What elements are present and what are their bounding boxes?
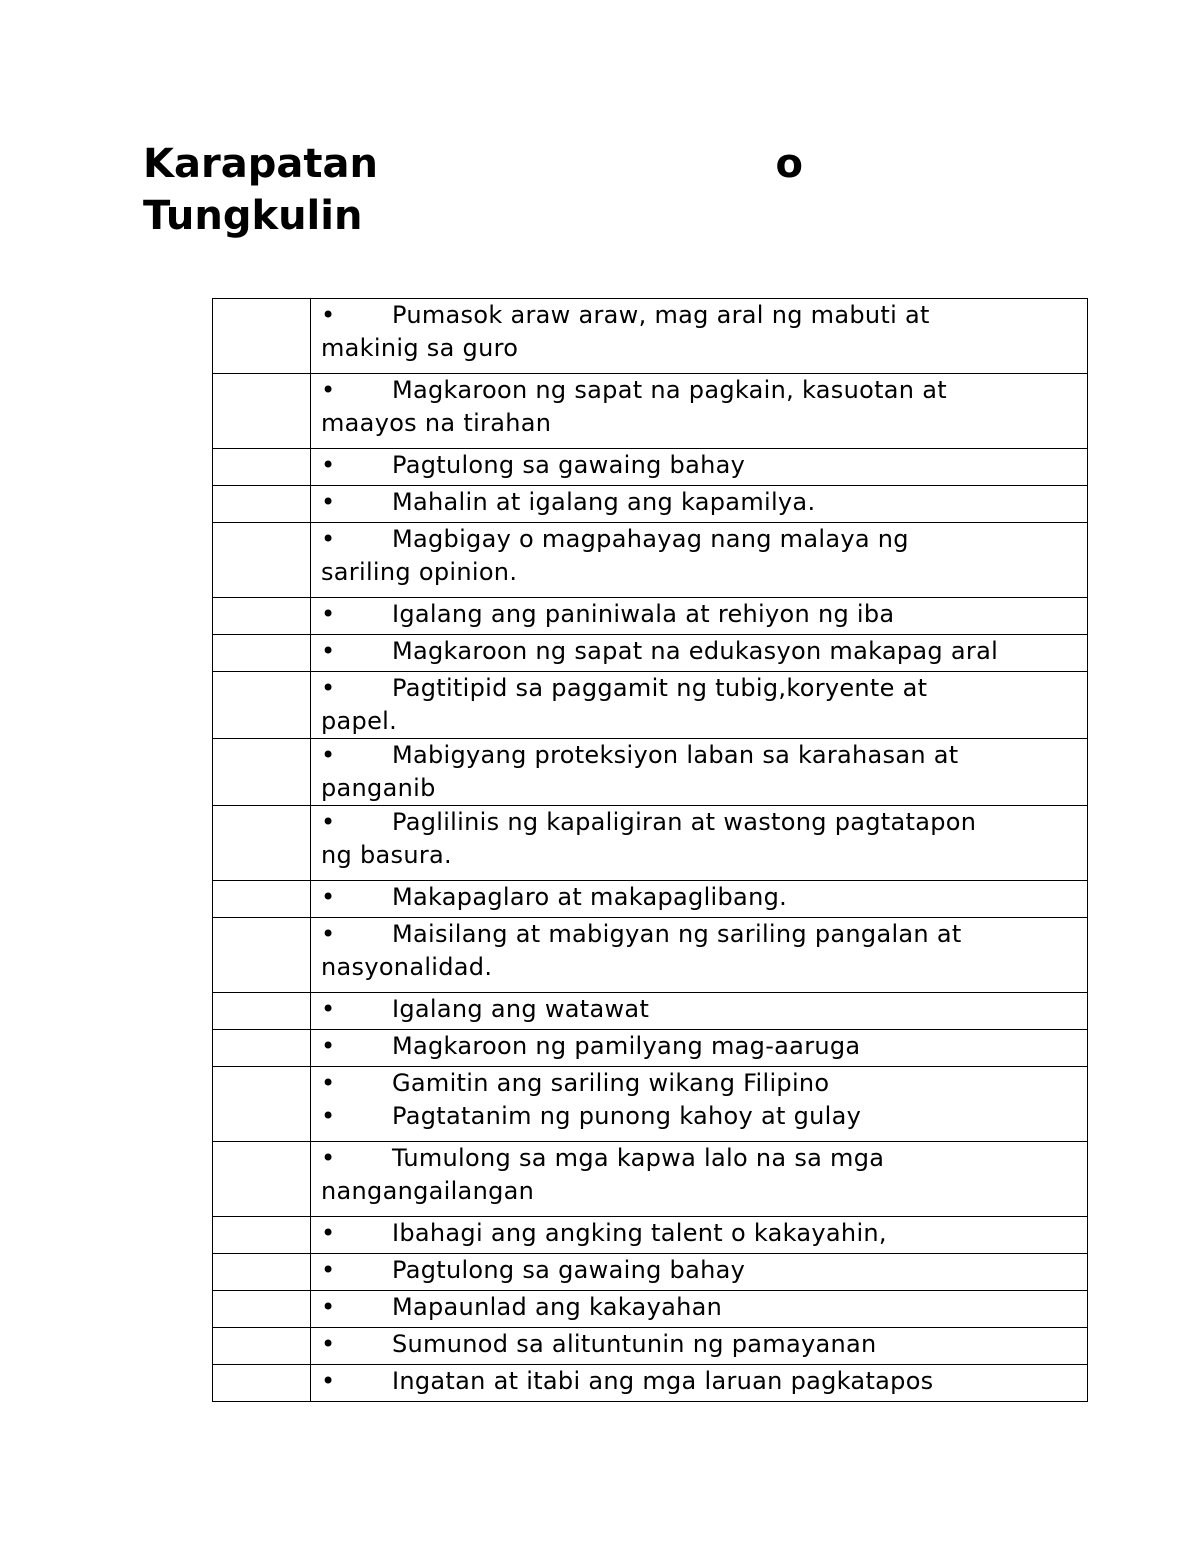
table-row	[213, 1328, 1088, 1365]
title-line-1	[143, 138, 803, 190]
table-row	[213, 1365, 1088, 1402]
item-cell	[311, 598, 1088, 635]
title-word-o: o	[775, 141, 803, 187]
title-word-karapatan: Karapatan	[143, 141, 378, 187]
item-cell	[311, 523, 1088, 598]
item-cell	[311, 1365, 1088, 1402]
item-text: papel.	[321, 707, 398, 735]
answer-cell[interactable]	[213, 806, 311, 881]
item-text: nangangailangan	[321, 1177, 535, 1205]
item-cell	[311, 1217, 1088, 1254]
table-row	[213, 1254, 1088, 1291]
bullet-icon: •	[321, 600, 336, 628]
answer-cell[interactable]	[213, 1142, 311, 1217]
item-cell	[311, 1328, 1088, 1365]
answer-cell[interactable]	[213, 1365, 311, 1402]
bullet-icon: •	[321, 525, 336, 553]
answer-cell[interactable]	[213, 374, 311, 449]
item-text: Mahalin at igalang ang kapamilya.	[392, 488, 816, 516]
bullet-icon: •	[321, 301, 336, 329]
table-row	[213, 1217, 1088, 1254]
table-row	[213, 635, 1088, 672]
item-cell	[311, 918, 1088, 993]
answer-cell[interactable]	[213, 1328, 311, 1365]
item-cell	[311, 449, 1088, 486]
bullet-icon: •	[321, 995, 336, 1023]
bullet-icon: •	[321, 376, 336, 404]
answer-cell[interactable]	[213, 299, 311, 374]
item-text: Sumunod sa alituntunin ng pamayanan	[392, 1330, 877, 1358]
item-cell	[311, 635, 1088, 672]
item-cell	[311, 672, 1088, 739]
bullet-icon: •	[321, 674, 336, 702]
bullet-icon: •	[321, 1102, 336, 1130]
title-word-tungkulin: Tungkulin	[143, 193, 363, 239]
item-cell	[311, 739, 1088, 806]
answer-cell[interactable]	[213, 1067, 311, 1142]
item-text: panganib	[321, 774, 436, 802]
table-row	[213, 1067, 1088, 1142]
item-text: Magbigay o magpahayag nang malaya ng	[392, 525, 909, 553]
item-text: nasyonalidad.	[321, 953, 493, 981]
bullet-icon: •	[321, 883, 336, 911]
bullet-icon: •	[321, 488, 336, 516]
item-text: Pagtulong sa gawaing bahay	[392, 1256, 746, 1284]
bullet-icon: •	[321, 920, 336, 948]
item-text: Igalang ang paniniwala at rehiyon ng iba	[392, 600, 895, 628]
answer-cell[interactable]	[213, 881, 311, 918]
table-row	[213, 881, 1088, 918]
bullet-icon: •	[321, 637, 336, 665]
item-text: Magkaroon ng pamilyang mag-aaruga	[392, 1032, 861, 1060]
item-cell	[311, 806, 1088, 881]
table-row	[213, 806, 1088, 881]
item-cell	[311, 1067, 1088, 1142]
item-text: Ingatan at itabi ang mga laruan pagkatapos	[392, 1367, 934, 1395]
item-text: Paglilinis ng kapaligiran at wastong pagtatapon	[392, 808, 977, 836]
item-text: Pagtitipid sa paggamit ng tubig,koryente at	[392, 674, 928, 702]
bullet-icon: •	[321, 1219, 336, 1247]
item-text: Ibahagi ang angking talent o kakayahin,	[392, 1219, 887, 1247]
item-cell	[311, 1142, 1088, 1217]
table-row	[213, 523, 1088, 598]
item-text: Maisilang at mabigyan ng sariling pangalan at	[392, 920, 962, 948]
table-row	[213, 739, 1088, 806]
item-cell	[311, 1030, 1088, 1067]
item-text: Gamitin ang sariling wikang Filipino	[392, 1069, 830, 1097]
table-row	[213, 449, 1088, 486]
bullet-icon: •	[321, 1256, 336, 1284]
item-text: Tumulong sa mga kapwa lalo na sa mga	[392, 1144, 885, 1172]
answer-cell[interactable]	[213, 523, 311, 598]
item-cell	[311, 299, 1088, 374]
item-text: Pagtatanim ng punong kahoy at gulay	[392, 1102, 862, 1130]
item-text: Mabigyang proteksiyon laban sa karahasan at	[392, 741, 959, 769]
answer-cell[interactable]	[213, 1291, 311, 1328]
table-row	[213, 918, 1088, 993]
table-row	[213, 598, 1088, 635]
bullet-icon: •	[321, 1330, 336, 1358]
item-text: Magkaroon ng sapat na pagkain, kasuotan at	[392, 376, 947, 404]
bullet-icon: •	[321, 451, 336, 479]
answer-cell[interactable]	[213, 1217, 311, 1254]
table-row	[213, 486, 1088, 523]
item-text: Pumasok araw araw, mag aral ng mabuti at	[392, 301, 930, 329]
table-row	[213, 1291, 1088, 1328]
answer-cell[interactable]	[213, 1254, 311, 1291]
item-text: makinig sa guro	[321, 334, 519, 362]
answer-cell[interactable]	[213, 449, 311, 486]
bullet-icon: •	[321, 741, 336, 769]
item-cell	[311, 486, 1088, 523]
answer-cell[interactable]	[213, 598, 311, 635]
table-row	[213, 993, 1088, 1030]
bullet-icon: •	[321, 1144, 336, 1172]
table-row	[213, 672, 1088, 739]
table-row	[213, 374, 1088, 449]
item-text: Makapaglaro at makapaglibang.	[392, 883, 788, 911]
document-title	[143, 138, 803, 242]
table-row	[213, 1030, 1088, 1067]
item-text: sariling opinion.	[321, 558, 518, 586]
item-text: Magkaroon ng sapat na edukasyon makapag aral	[392, 637, 999, 665]
item-cell	[311, 881, 1088, 918]
item-text: ng basura.	[321, 841, 452, 869]
bullet-icon: •	[321, 1069, 336, 1097]
answer-cell[interactable]	[213, 486, 311, 523]
item-text: Pagtulong sa gawaing bahay	[392, 451, 746, 479]
item-cell	[311, 374, 1088, 449]
answer-cell[interactable]	[213, 672, 311, 739]
item-text: Mapaunlad ang kakayahan	[392, 1293, 723, 1321]
answer-cell[interactable]	[213, 918, 311, 993]
bullet-icon: •	[321, 1032, 336, 1060]
answer-cell[interactable]	[213, 739, 311, 806]
table-row	[213, 299, 1088, 374]
item-text: Igalang ang watawat	[392, 995, 650, 1023]
answer-cell[interactable]	[213, 635, 311, 672]
table-row	[213, 1142, 1088, 1217]
bullet-icon: •	[321, 808, 336, 836]
bullet-icon: •	[321, 1293, 336, 1321]
bullet-icon: •	[321, 1367, 336, 1395]
answer-cell[interactable]	[213, 993, 311, 1030]
item-cell	[311, 1291, 1088, 1328]
item-cell	[311, 993, 1088, 1030]
item-cell	[311, 1254, 1088, 1291]
item-text: maayos na tirahan	[321, 409, 552, 437]
karapatan-tungkulin-table	[212, 298, 1088, 1402]
answer-cell[interactable]	[213, 1030, 311, 1067]
